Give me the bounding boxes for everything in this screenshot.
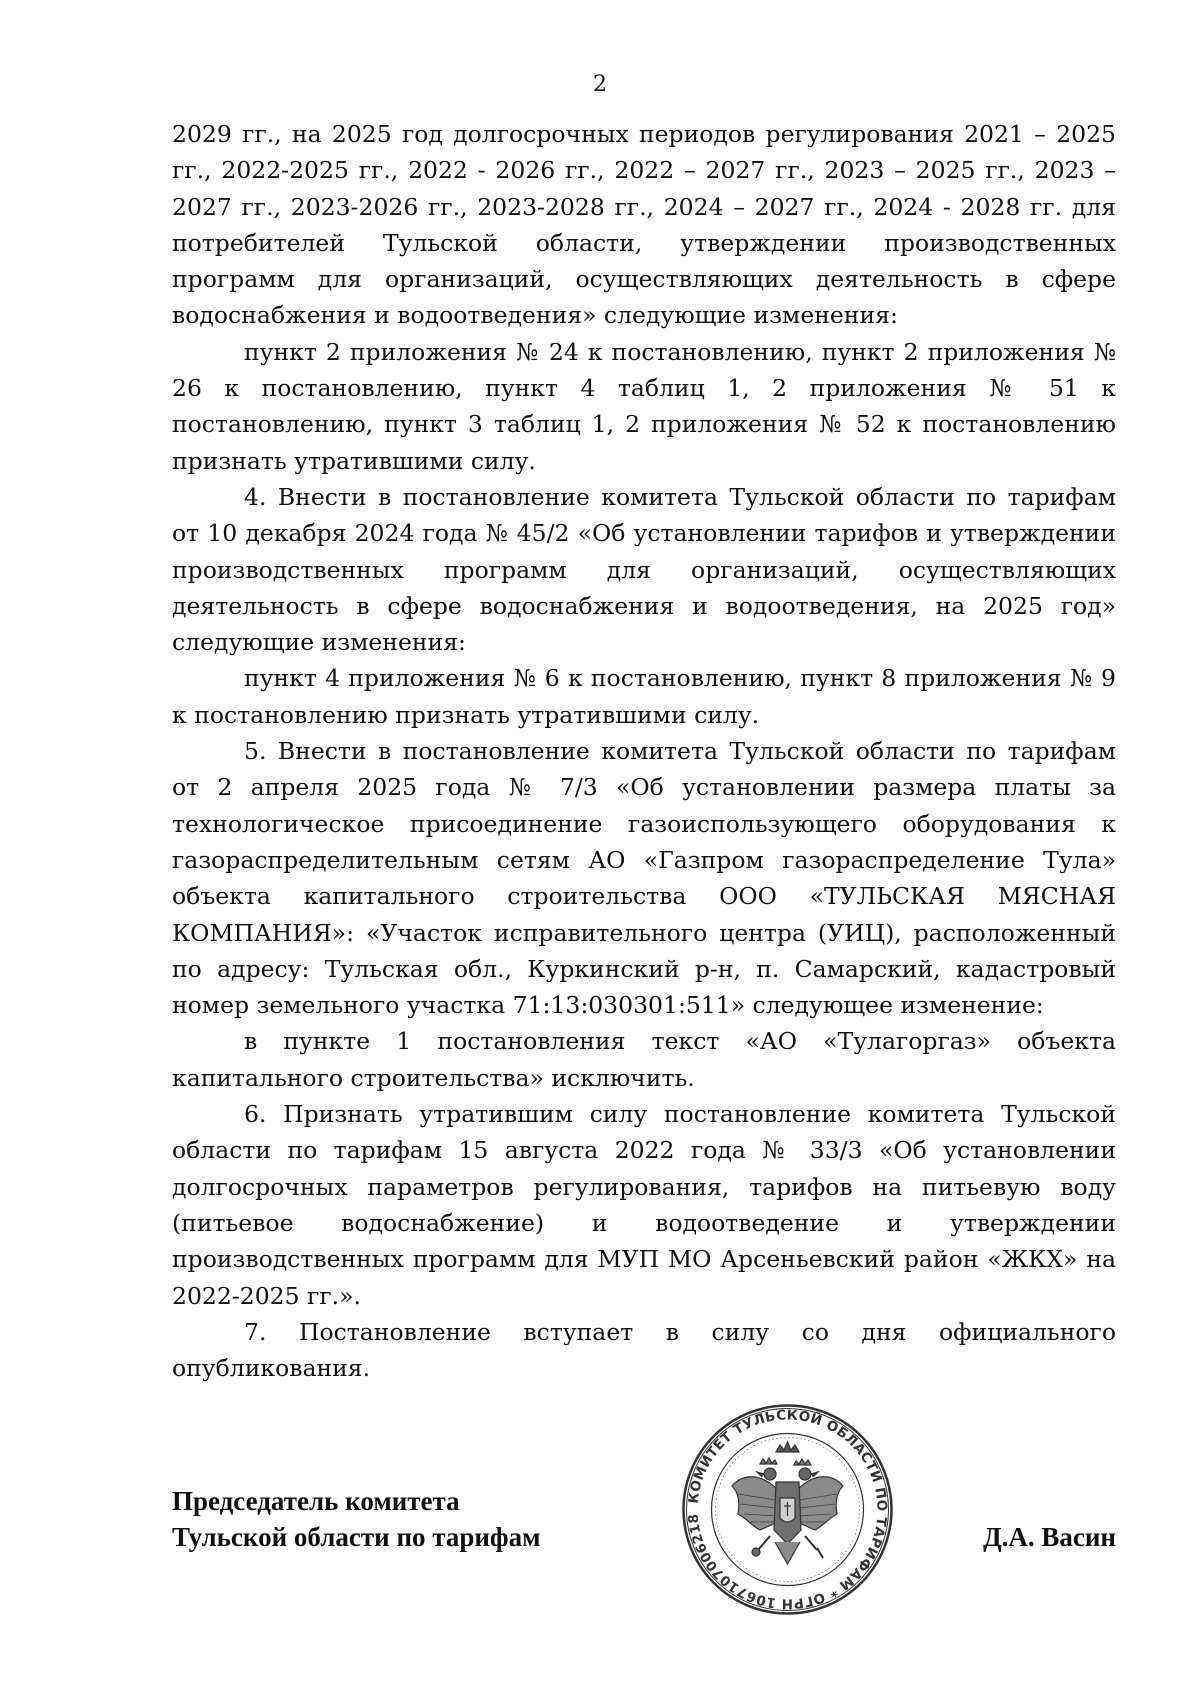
signatory-position-line-1: Председатель комитета [172,1486,460,1516]
page-number: 2 [593,72,607,97]
paragraph-item-5-change: в пункте 1 постановления текст «АО «Тулагоргаз» объекта капитального строительства» исключить. [172,1027,1116,1092]
paragraph-continuation: 2029 гг., на 2025 год долгосрочных периодов регулирования 2021 – 2025 гг., 2022-2025 гг., 2022 - 2026 гг., 2022 – 2027 гг., 2023 – 2025 гг., 2023 – 2027 гг., 2023-2026 гг., 2023-2028 гг., 2024 – 2027 гг., 2024 - 2028 гг. для потребителей Тульской области, утверждении производственных программ для организаций, осуществляющих деятельность в сфере водоснабжения и водоотведения» следующие изменения: [172,120,1116,330]
signatory-position-line-2: Тульской области по тарифам [172,1522,541,1552]
paragraph-item-7: 7. Постановление вступает в силу со дня официального опубликования. [172,1317,1116,1383]
signature-block [172,1483,1116,1563]
paragraph-item-6: 6. Признать утратившим силу постановление комитета Тульской области по тарифам 15 августа 2022 года № 33/3 «Об установлении долгосрочных параметров регулирования, тарифов на питьевую воду (питьевое водоснабжение) и водоотведение и утверждении производственных программ для МУП МО Арсеньевский район «ЖКХ» на 2022-2025 гг.». [172,1100,1116,1310]
paragraph-item-4: 4. Внести в постановление комитета Тульской области по тарифам от 10 декабря 2024 года № 45/2 «Об установлении тарифов и утверждении производственных программ для организаций, осуществляющих деятельность в сфере водоснабжения и водоотведения, на 2025 год» следующие изменения: [172,482,1116,657]
seal-text: КОМИТЕТ ТУЛЬСКОЙ ОБЛАСТИ ПО ТАРИФАМ * ОГРН 1067107006218 [685,1407,890,1612]
signatory-name: Д.А. Васин [983,1522,1116,1552]
signatory-position [172,1483,540,1555]
paragraph-item-4-changes: пункт 4 приложения № 6 к постановлению, пункт 8 приложения № 9 к постановлению признать утратившими силу. [172,664,1116,729]
paragraph-annex-items: пункт 2 приложения № 24 к постановлению, пункт 2 приложения № 26 к постановлению, пункт 4 таблиц 1, 2 приложения № 51 к постановлению, пункт 3 таблиц 1, 2 приложения № 52 к постановлению признать утратившими силу. [172,337,1116,475]
document-body [172,116,1116,1386]
paragraph-item-5: 5. Внести в постановление комитета Тульской области по тарифам от 2 апреля 2025 года № 7/3 «Об установлении размера платы за технологическое присоединение газоиспользующего оборудования к газораспределительным сетям АО «Газпром газораспределение Тула» объекта капитального строительства ООО «ТУЛЬСКАЯ МЯСНАЯ КОМПАНИЯ»: «Участок исправительного центра (УИЦ), расположенный по адресу: Тульская обл., Куркинский р-н, п. Самарский, кадастровый номер земельного участка 71:13:030301:511» следующее изменение: [172,737,1116,1020]
